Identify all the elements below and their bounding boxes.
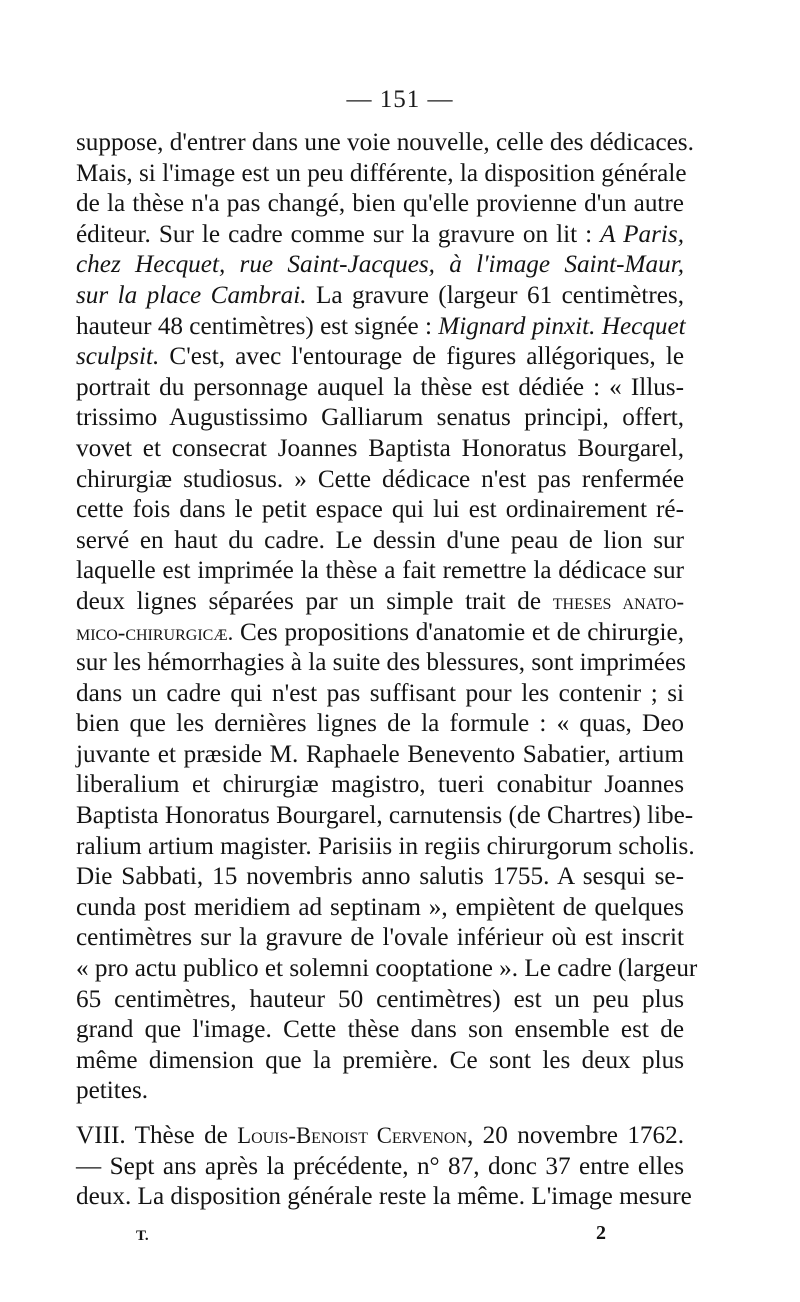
text-line: laquelle est imprimée la thèse a fait remettre la dédicace sur	[76, 557, 684, 585]
gathering-number: 2	[596, 1222, 606, 1244]
text-fragment: éditeur. Sur le cadre comme sur la gravure on lit :	[76, 220, 593, 248]
text-line: de la thèse n'a pas changé, bien qu'elle provienne d'un autre	[76, 190, 684, 218]
text-line: trissimo Augustissimo Galliarum senatus principi, offert,	[76, 404, 684, 432]
text-line: juvante et præside M. Raphaele Benevento Sabatier, artium	[76, 740, 684, 768]
text-line: Baptista Honoratus Bourgarel, carnutensis (de Chartres) libe-	[76, 802, 694, 830]
text-line	[76, 312, 684, 343]
text-line: sur les hémorrhagies à la suite des blessures, sont imprimées	[76, 649, 686, 677]
text-line	[76, 618, 684, 649]
text-line: portrait du personnage auquel la thèse est dédiée : « Illus-	[76, 373, 684, 401]
text-line: servé en haut du cadre. Le dessin d'une peau de lion sur	[76, 526, 684, 554]
text-line: bien que les dernières lignes de la formule : « quas, Deo	[76, 710, 684, 738]
text-line: deux. La disposition générale reste la même. L'image mesure	[76, 1183, 692, 1211]
text-fragment: hauteur 48 centimètres) est signée :	[76, 312, 432, 340]
signature-mark: T.	[136, 1228, 149, 1244]
text-line	[76, 250, 684, 281]
text-line: suppose, d'entrer dans une voie nouvelle, celle des dédicaces.	[76, 129, 694, 156]
text-line: cunda post meridiem ad septinam », empiètent de quelques	[76, 893, 684, 921]
text-line	[76, 587, 684, 618]
small-caps-title: mico-chirurgicæ.	[76, 619, 234, 645]
body-text	[76, 128, 698, 1213]
text-line: cette fois dans le petit espace qui lui est ordinairement ré-	[76, 496, 684, 524]
italic-imprint: A Paris,	[600, 220, 685, 248]
page-number: — 151 —	[346, 86, 454, 113]
text-line: centimètres sur la gravure de l'ovale inférieur où est inscrit	[76, 924, 684, 952]
text-line	[76, 281, 684, 312]
text-line: 65 centimètres, hauteur 50 centimètres) est un peu plus	[76, 985, 684, 1013]
text-fragment: Ces propositions d'anatomie et de chirurgie,	[239, 618, 684, 646]
text-line: même dimension que la première. Ce sont les deux plus	[76, 1046, 684, 1074]
italic-imprint: chez Hecquet, rue Saint-Jacques, à l'image Saint-Maur,	[76, 251, 684, 279]
text-line: « pro actu publico et solemni cooptatione ». Le cadre (largeur	[76, 955, 698, 983]
text-line: dans un cadre qui n'est pas suffisant pour les contenir ; si	[76, 679, 684, 707]
small-caps-title: theses anato-	[552, 588, 684, 614]
text-fragment: , 20 novembre 1762.	[467, 1122, 684, 1149]
text-fragment: La gravure (largeur 61 centimètres,	[315, 281, 684, 309]
italic-signature: Mignard pinxit. Hecquet	[438, 312, 686, 340]
text-line	[76, 1121, 684, 1152]
text-line: Mais, si l'image est un peu différente, la disposition générale	[76, 159, 687, 187]
small-caps-name: Louis-Benoist Cervenon	[237, 1123, 467, 1148]
italic-imprint: sur la place Cambrai.	[76, 281, 307, 309]
text-line: chirurgiæ studiosus. » Cette dédicace n'est pas renfermée	[76, 465, 684, 493]
text-fragment: deux lignes séparées par un simple trait de	[76, 587, 542, 615]
text-fragment: VIII. Thèse de	[76, 1122, 228, 1149]
italic-signature: sculpsit.	[76, 343, 160, 371]
text-line: grand que l'image. Cette thèse dans son ensemble est de	[76, 1016, 684, 1044]
text-line: — Sept ans après la précédente, n° 87, donc 37 entre elles	[76, 1152, 684, 1180]
text-line	[76, 220, 684, 251]
text-fragment: C'est, avec l'entourage de figures allégoriques, le	[169, 343, 684, 371]
text-line: vovet et consecrat Joannes Baptista Honoratus Bourgarel,	[76, 434, 684, 462]
text-line: liberalium et chirurgiæ magistro, tueri conabitur Joannes	[76, 771, 684, 799]
text-line: petites.	[76, 1077, 149, 1105]
page-footer	[0, 1222, 800, 1252]
text-line: Die Sabbati, 15 novembris anno salutis 1755. A sesqui se-	[76, 863, 684, 891]
text-line: ralium artium magister. Parisiis in regiis chirurgorum scholis.	[76, 832, 695, 860]
text-line	[76, 342, 684, 373]
paragraph-gap	[76, 1107, 684, 1121]
